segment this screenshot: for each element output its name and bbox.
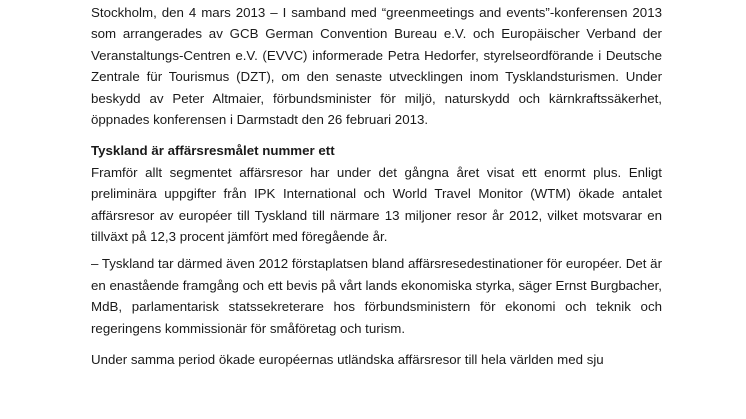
press-release-body: [91, 2, 662, 371]
section-heading: Tyskland är affärsresmålet nummer ett: [91, 143, 335, 159]
paragraph-partial: Under samma period ökade européernas utländska affärsresor till hela världen med sju: [91, 352, 604, 368]
paragraph-business-travel: Framför allt segmentet affärsresor har under det gångna året visat ett enormt plus. Enligt preliminära uppgifter från IPK International och World Travel Monitor (WTM) ökade antalet affärsresor av européer till Tyskland till närmare 13 miljoner resor år 2012, vilket motsvarar en tillväxt på 12,3 procent jämfört med föregående år.: [91, 164, 662, 245]
intro-paragraph: Stockholm, den 4 mars 2013 – I samband med “greenmeetings and events”-konferensen 2013 som arrangerades av GCB German Convention Bureau e.V. och Europäischer Verband der Veranstaltungs-Centren e.V. (EVVC) informerade Petra Hedorfer, styrelseordförande i Deutsche Zentrale für Tourismus (DZT), om den senaste utvecklingen inom Tysklandsturismen. Under beskydd av Peter Altmaier, förbundsminister för miljö, naturskydd och kärnkraftssäkerhet, öppnades konferensen i Darmstadt den 26 februari 2013.: [91, 5, 662, 128]
paragraph-quote: – Tyskland tar därmed även 2012 förstaplatsen bland affärsresedestinationer för européer. Det är en enastående framgång och ett bevis på vårt lands ekonomiska styrka, säger Ernst Burgbacher, MdB, parlamentarisk statssekreterare hos förbundsministern för ekonomi och teknik och regeringens kommissionär för småföretag och turism.: [91, 256, 662, 336]
